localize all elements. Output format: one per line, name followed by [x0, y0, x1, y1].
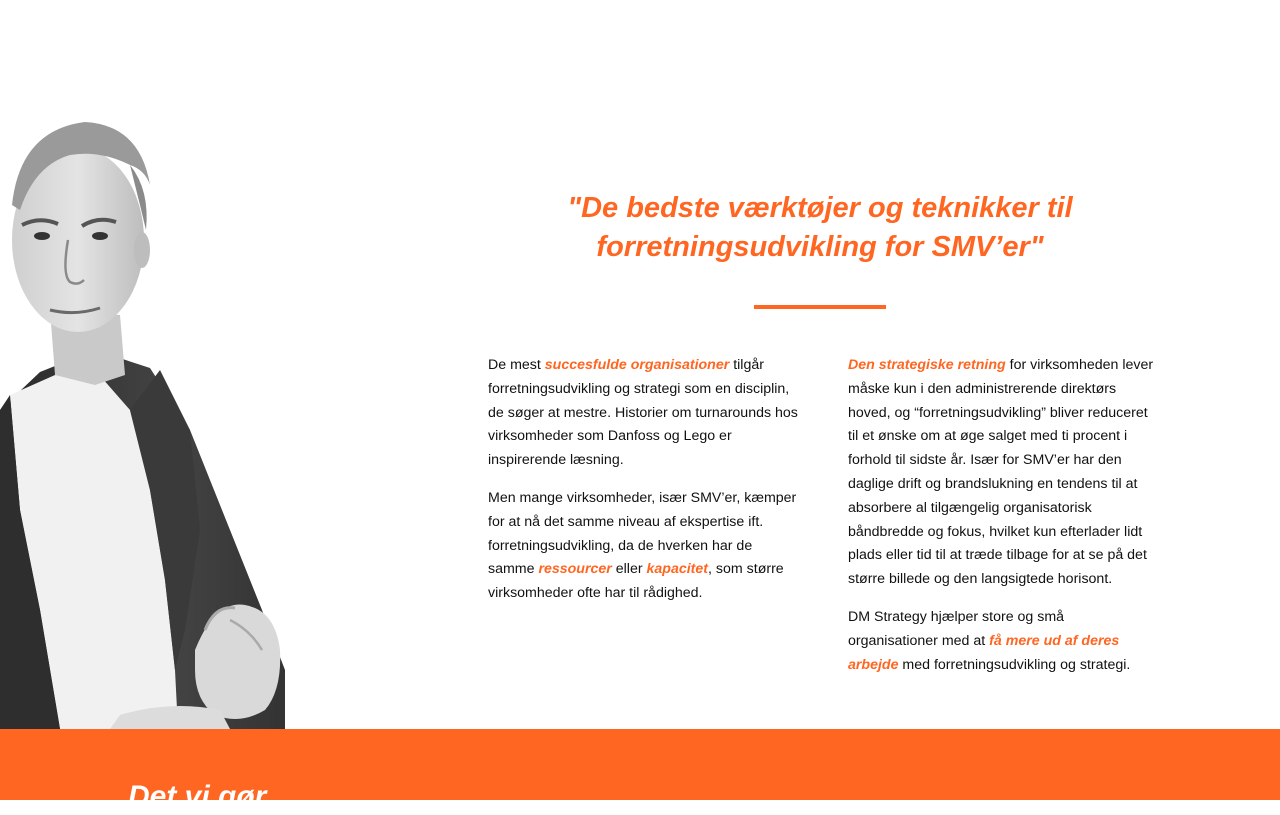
services-section-title: Det vi gør — [128, 780, 267, 813]
highlight-resources: ressourcer — [538, 561, 612, 578]
intro-paragraph-2 — [488, 487, 798, 606]
person-portrait-icon — [0, 110, 300, 729]
text-segment: DM Strategy hjælper store og små organisationer med at — [848, 608, 1065, 649]
intro-column-left — [488, 354, 798, 620]
highlight-capacity: kapacitet — [646, 561, 709, 578]
intro-column-right — [848, 354, 1154, 691]
hero-headline: "De bedste værktøjer og teknikker til forretningsudvikling for SMV’er" — [567, 192, 1073, 263]
text-segment: Men mange virksomheder, især SMV’er, kæmper for at nå det samme niveau af ekspertise ift. forretningsudvikling, da de hverken har de samme — [488, 489, 797, 578]
headline-divider — [754, 305, 886, 309]
text-segment: De mest — [488, 357, 545, 373]
services-section — [0, 729, 1280, 813]
intro-paragraph-3 — [848, 354, 1154, 592]
text-segment: for virksomheden lever måske kun i den administrerende direktørs hoved, og “forretningsudvikling” bliver reduceret til et ønske om at øge salget med ti procent i forhold til sidste år. Især for SMV’er har den daglige drift og brandslukning en tendens til at absorbere al tilgængelig organisatorisk båndbredde og fokus, hvilket kun efterlader lidt plads eller tid til at træde tilbage for at se på det større billede og den langsigtede horisont. — [848, 357, 1154, 588]
intro-paragraph-4 — [848, 606, 1154, 677]
intro-paragraph-1 — [488, 354, 798, 473]
highlight-get-more-out: få mere ud af deres arbejde — [848, 632, 1120, 673]
highlight-succesful-organisations: succesfulde organisationer — [544, 357, 730, 373]
text-segment: med forretningsudvikling og strategi. — [898, 656, 1131, 673]
text-segment: tilgår forretningsudvikling og strategi som en disciplin, de søger at mestre. Historier om turnarounds hos virksomheder som Danfoss og Lego er inspirerende læsning. — [488, 357, 798, 469]
highlight-strategic-direction: Den strategiske retning — [848, 357, 1006, 373]
text-segment: eller — [611, 561, 647, 578]
text-segment: , som større virksomheder ofte har til rådighed. — [488, 561, 784, 602]
